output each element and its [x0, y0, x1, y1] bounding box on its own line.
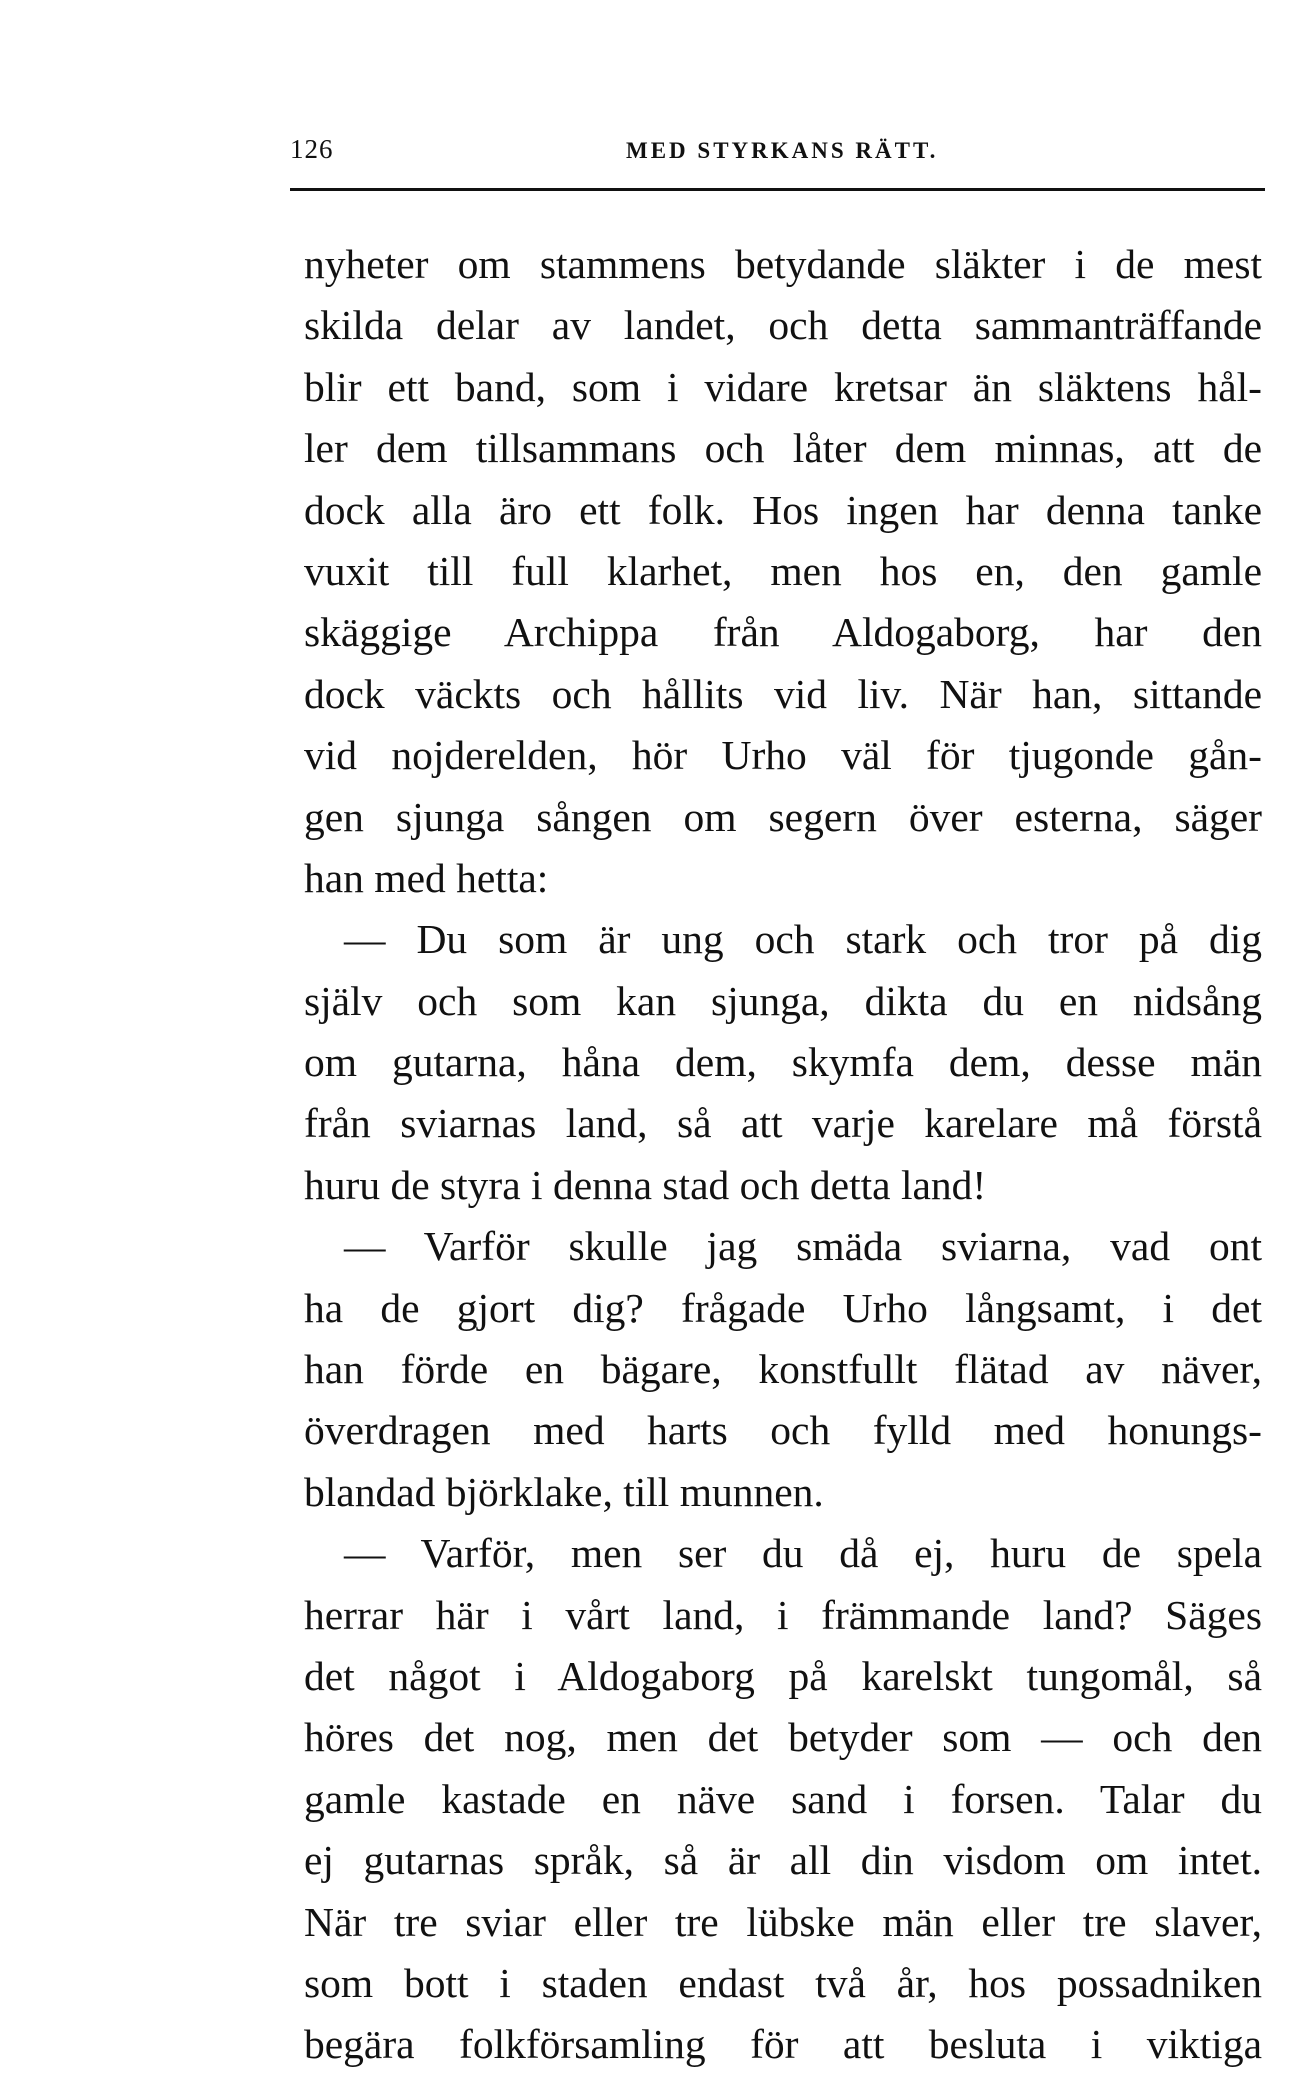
text-line: som bott i staden endast två år, hos possadniken: [304, 1959, 1262, 2006]
text-line: blir ett band, som i vidare kretsar än släktens hål-: [304, 363, 1262, 410]
text-line: vid nojderelden, hör Urho väl för tjugonde gån-: [304, 732, 1262, 779]
text-line: blandad björklake, till munnen.: [304, 1468, 824, 1515]
body-text: [304, 234, 1262, 2076]
running-head: MED STYRKANS RÄTT.: [626, 138, 939, 163]
text-line: begära folkförsamling för att besluta i viktiga: [304, 2021, 1262, 2068]
text-line: — Du som är ung och stark och tror på dig: [344, 916, 1262, 963]
page-header: [290, 128, 1265, 168]
text-line: nyheter om stammens betydande släkter i de mest: [304, 241, 1262, 287]
page-number: 126: [290, 134, 334, 164]
text-line: det något i Aldogaborg på karelskt tungomål, så: [304, 1652, 1262, 1699]
text-line: gen sjunga sången om segern över esterna, säger: [304, 793, 1262, 840]
text-line: överdragen med harts och fylld med honungs-: [304, 1407, 1262, 1454]
text-line: höres det nog, men det betyder som — och den: [304, 1714, 1262, 1761]
text-line: ej gutarnas språk, så är all din visdom om intet.: [304, 1837, 1262, 1884]
text-line: skäggige Archippa från Aldogaborg, har den: [304, 609, 1262, 656]
text-line: själv och som kan sjunga, dikta du en nidsång: [304, 977, 1262, 1024]
text-line: herrar här i vårt land, i främmande land? Säges: [304, 1591, 1262, 1638]
header-rule: [290, 188, 1265, 191]
text-line: han med hetta:: [304, 854, 549, 901]
text-line: gamle kastade en näve sand i forsen. Talar du: [304, 1775, 1262, 1822]
text-line: om gutarna, håna dem, skymfa dem, desse män: [304, 1039, 1262, 1086]
text-line: från sviarnas land, så att varje karelare må förstå: [304, 1100, 1262, 1147]
text-line: han förde en bägare, konstfullt flätad av näver,: [304, 1346, 1262, 1393]
text-line: huru de styra i denna stad och detta land!: [304, 1161, 987, 1208]
text-line: vuxit till full klarhet, men hos en, den gamle: [304, 547, 1262, 594]
text-line: ha de gjort dig? frågade Urho långsamt, i det: [304, 1284, 1262, 1331]
text-line: dock väckts och hållits vid liv. När han, sittande: [304, 670, 1262, 717]
text-line: skilda delar av landet, och detta sammanträffande: [304, 302, 1262, 349]
text-line: — Varför, men ser du då ej, huru de spela: [344, 1530, 1262, 1577]
text-line: När tre sviar eller tre lübske män eller tre slaver,: [304, 1898, 1262, 1945]
text-line: dock alla äro ett folk. Hos ingen har denna tanke: [304, 486, 1262, 533]
text-line: ler dem tillsammans och låter dem minnas, att de: [304, 425, 1262, 472]
text-line: — Varför skulle jag smäda sviarna, vad ont: [344, 1223, 1262, 1270]
